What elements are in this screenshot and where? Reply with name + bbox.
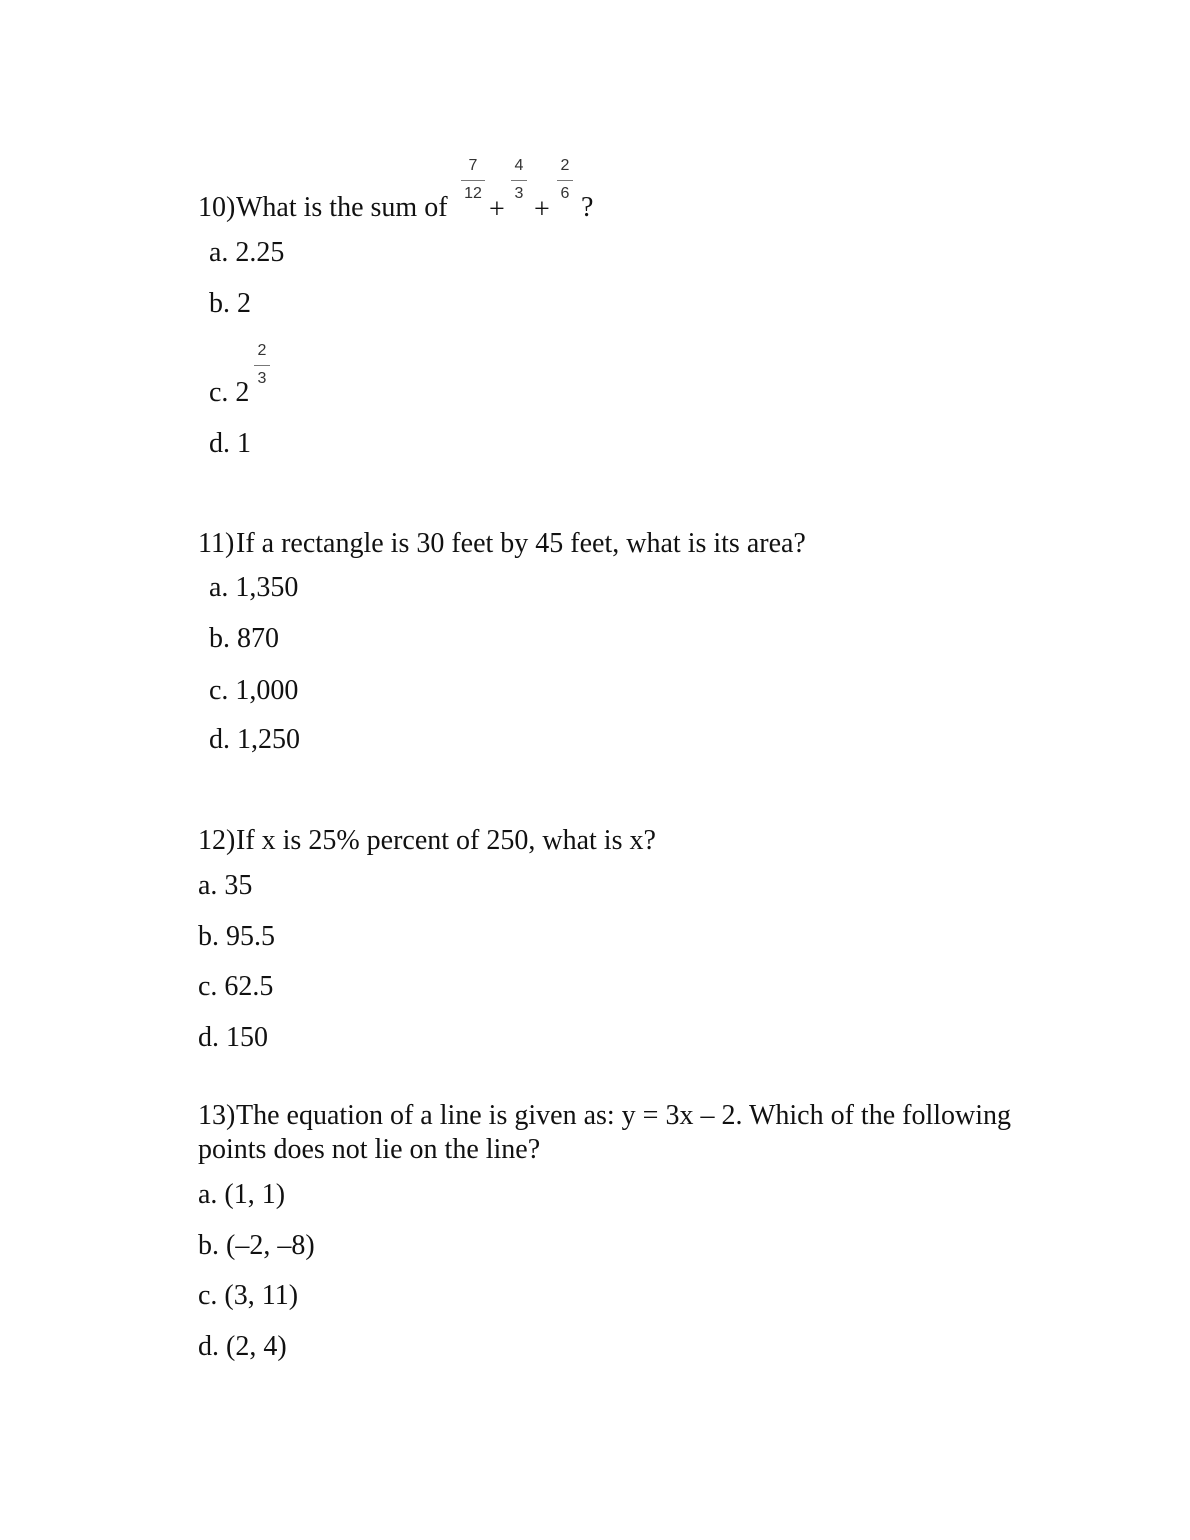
denominator: 6 <box>560 185 570 202</box>
question-12 <box>198 825 656 857</box>
question-text: If x is 25% percent of 250, what is x? <box>236 825 656 856</box>
fraction-bar <box>461 180 485 181</box>
plus-sign: + <box>534 194 550 225</box>
fraction-2-3 <box>254 342 270 388</box>
plus-sign: + <box>489 194 505 225</box>
fraction-4-3 <box>511 157 527 203</box>
option-d: d. 1 <box>209 428 251 459</box>
option-a: a. 2.25 <box>209 237 285 268</box>
question-13 <box>198 1100 1011 1132</box>
numerator: 2 <box>257 342 267 359</box>
question-11 <box>198 528 806 560</box>
question-number: 11) <box>198 528 235 559</box>
fraction-bar <box>254 365 270 366</box>
question-10 <box>198 192 448 224</box>
option-c: c. 62.5 <box>198 971 274 1002</box>
option-a: a. 1,350 <box>209 572 299 603</box>
question-text: The equation of a line is given as: y = 3x – 2. Which of the following <box>236 1100 1012 1131</box>
question-mark: ? <box>581 192 594 223</box>
fraction-2-6 <box>557 157 573 203</box>
option-d: d. 150 <box>198 1022 268 1053</box>
question-text: If a rectangle is 30 feet by 45 feet, what is its area? <box>236 528 806 559</box>
option-b: b. (–2, –8) <box>198 1230 315 1261</box>
question-text: What is the sum of <box>236 192 448 223</box>
question-text-continued: points does not lie on the line? <box>198 1134 541 1165</box>
option-c: c. 1,000 <box>209 675 299 706</box>
question-number: 13) <box>198 1100 236 1131</box>
option-b: b. 95.5 <box>198 921 275 952</box>
question-number: 10) <box>198 192 236 223</box>
option-c: c. 2 <box>209 377 250 408</box>
denominator: 3 <box>257 370 267 387</box>
option-b: b. 2 <box>209 288 251 319</box>
numerator: 7 <box>468 157 478 174</box>
option-d: d. 1,250 <box>209 724 300 755</box>
option-b: b. 870 <box>209 623 279 654</box>
numerator: 2 <box>560 157 570 174</box>
option-c: c. (3, 11) <box>198 1280 299 1311</box>
denominator: 3 <box>514 185 524 202</box>
question-number: 12) <box>198 825 236 856</box>
fraction-bar <box>557 180 573 181</box>
option-a: a. (1, 1) <box>198 1179 286 1210</box>
numerator: 4 <box>514 157 524 174</box>
denominator: 12 <box>464 185 482 202</box>
option-d: d. (2, 4) <box>198 1331 287 1362</box>
fraction-bar <box>511 180 527 181</box>
option-a: a. 35 <box>198 870 253 901</box>
fraction-7-12 <box>461 157 485 203</box>
